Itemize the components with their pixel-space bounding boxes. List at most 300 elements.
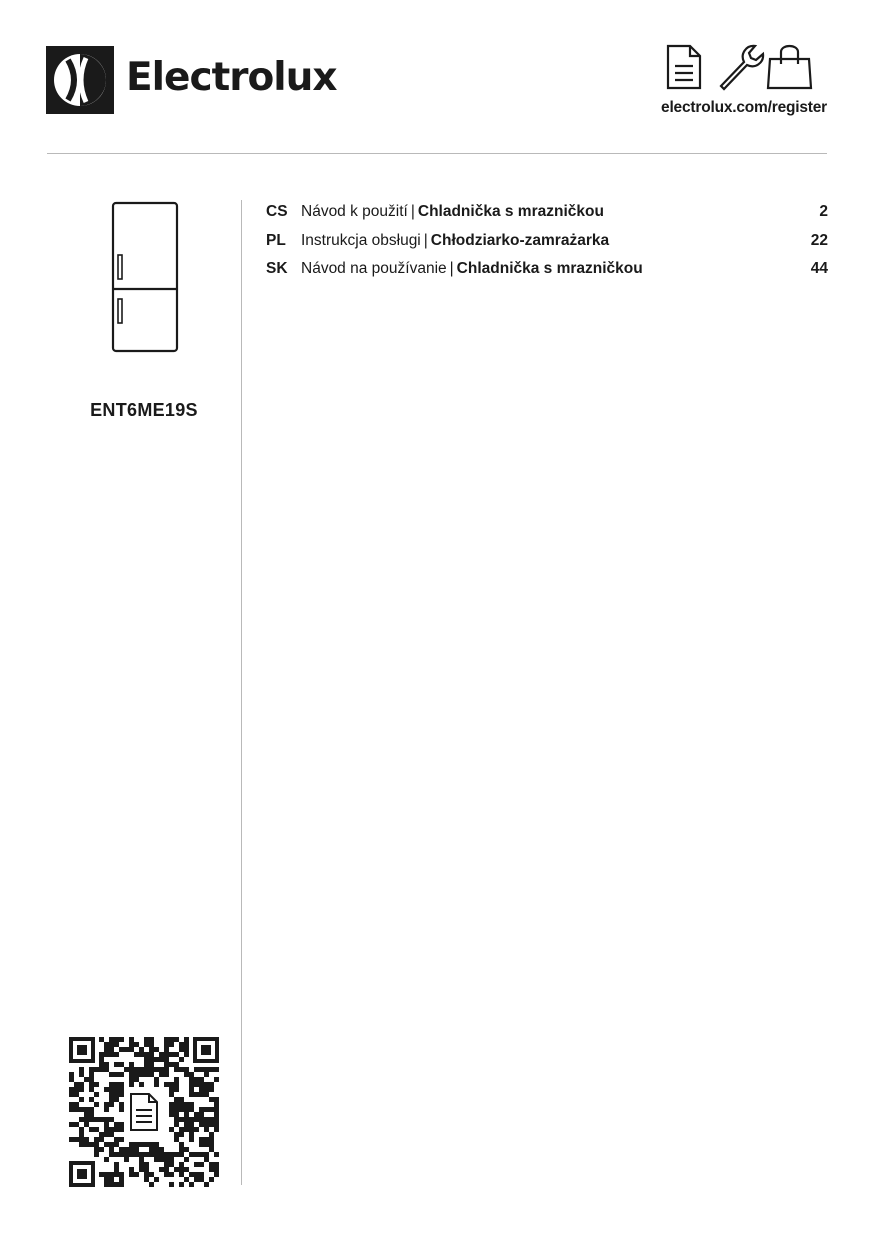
qr-module: [104, 1132, 109, 1137]
qr-module: [154, 1067, 159, 1072]
qr-module: [209, 1177, 214, 1182]
qr-module: [159, 1167, 164, 1172]
qr-module: [174, 1082, 179, 1087]
qr-module: [129, 1147, 134, 1152]
qr-module: [109, 1072, 114, 1077]
qr-module: [94, 1127, 99, 1132]
qr-module: [179, 1152, 184, 1157]
qr-module: [129, 1172, 134, 1177]
qr-module: [184, 1102, 189, 1107]
register-url[interactable]: electrolux.com/register: [661, 99, 827, 116]
qr-module: [69, 1102, 74, 1107]
qr-module: [119, 1102, 124, 1107]
qr-module: [99, 1137, 104, 1142]
qr-module: [99, 1037, 104, 1042]
qr-module: [79, 1072, 84, 1077]
qr-code-icon[interactable]: [69, 1037, 219, 1187]
qr-module: [209, 1097, 214, 1102]
qr-module: [179, 1167, 184, 1172]
qr-module: [154, 1057, 159, 1062]
qr-module: [179, 1057, 184, 1062]
manual-title: Instrukcja obsługi: [301, 231, 421, 249]
qr-module: [119, 1092, 124, 1097]
qr-module: [199, 1067, 204, 1072]
qr-module: [199, 1082, 204, 1087]
qr-module: [99, 1117, 104, 1122]
qr-module: [84, 1107, 89, 1112]
qr-module: [204, 1127, 209, 1132]
qr-module: [79, 1142, 84, 1147]
qr-module: [184, 1107, 189, 1112]
qr-module: [204, 1092, 209, 1097]
qr-module: [194, 1112, 199, 1117]
qr-module: [69, 1077, 74, 1082]
qr-module: [179, 1107, 184, 1112]
qr-module: [214, 1167, 219, 1172]
qr-module: [129, 1077, 134, 1082]
qr-module: [104, 1107, 109, 1112]
qr-module: [209, 1087, 214, 1092]
qr-module: [104, 1102, 109, 1107]
qr-module: [159, 1157, 164, 1162]
qr-module: [144, 1162, 149, 1167]
qr-module: [79, 1132, 84, 1137]
qr-module: [104, 1157, 109, 1162]
qr-module: [199, 1087, 204, 1092]
toc-row[interactable]: [266, 232, 828, 261]
qr-module: [209, 1082, 214, 1087]
qr-module: [84, 1122, 89, 1127]
qr-module: [149, 1152, 154, 1157]
finder-pattern-top-right: [193, 1037, 219, 1063]
qr-module: [129, 1082, 134, 1087]
qr-module: [114, 1062, 119, 1067]
qr-module: [199, 1117, 204, 1122]
qr-module: [104, 1052, 109, 1057]
qr-module: [169, 1107, 174, 1112]
qr-module: [169, 1037, 174, 1042]
qr-module: [149, 1072, 154, 1077]
qr-module: [209, 1122, 214, 1127]
qr-module: [189, 1137, 194, 1142]
qr-module: [74, 1092, 79, 1097]
qr-module: [74, 1082, 79, 1087]
qr-module: [204, 1142, 209, 1147]
qr-module: [119, 1152, 124, 1157]
qr-module: [94, 1092, 99, 1097]
qr-module: [124, 1157, 129, 1162]
qr-module: [199, 1142, 204, 1147]
qr-module: [139, 1047, 144, 1052]
qr-module: [204, 1107, 209, 1112]
qr-module: [164, 1157, 169, 1162]
qr-module: [84, 1112, 89, 1117]
title-separator: |: [449, 260, 454, 277]
qr-module: [169, 1152, 174, 1157]
qr-module: [79, 1067, 84, 1072]
qr-module: [109, 1182, 114, 1187]
qr-module: [214, 1102, 219, 1107]
title-separator: |: [410, 203, 415, 220]
product-type: Chladnička s mrazničkou: [456, 260, 643, 277]
qr-module: [109, 1117, 114, 1122]
qr-module: [139, 1167, 144, 1172]
qr-module: [129, 1062, 134, 1067]
qr-module: [214, 1097, 219, 1102]
qr-module: [74, 1137, 79, 1142]
product-type: Chladnička s mrazničkou: [417, 203, 604, 220]
qr-module: [114, 1097, 119, 1102]
header-divider: [47, 153, 827, 154]
qr-module: [164, 1042, 169, 1047]
qr-module: [199, 1107, 204, 1112]
qr-module: [134, 1077, 139, 1082]
qr-module: [169, 1062, 174, 1067]
qr-module: [104, 1177, 109, 1182]
qr-module: [84, 1137, 89, 1142]
qr-module: [114, 1162, 119, 1167]
title-separator: |: [423, 231, 428, 249]
qr-module: [169, 1127, 174, 1132]
qr-module: [109, 1147, 114, 1152]
qr-module: [99, 1172, 104, 1177]
qr-module: [204, 1067, 209, 1072]
document-icon: [668, 46, 700, 88]
qr-module: [184, 1147, 189, 1152]
qr-module: [84, 1142, 89, 1147]
qr-module: [179, 1162, 184, 1167]
qr-module: [109, 1052, 114, 1057]
qr-module: [149, 1047, 154, 1052]
qr-module: [89, 1097, 94, 1102]
qr-module: [174, 1117, 179, 1122]
finder-pattern-bottom-left: [69, 1161, 95, 1187]
qr-module: [94, 1152, 99, 1157]
qr-module: [159, 1052, 164, 1057]
qr-module: [169, 1052, 174, 1057]
qr-module: [184, 1052, 189, 1057]
qr-module: [109, 1127, 114, 1132]
qr-module: [109, 1082, 114, 1087]
qr-module: [199, 1172, 204, 1177]
qr-module: [99, 1062, 104, 1067]
qr-module: [164, 1037, 169, 1042]
qr-module: [164, 1082, 169, 1087]
qr-module: [179, 1127, 184, 1132]
qr-module: [79, 1137, 84, 1142]
table-of-contents: [266, 203, 828, 289]
fridge-freezer-icon: [110, 201, 180, 353]
qr-module: [179, 1132, 184, 1137]
qr-module: [169, 1182, 174, 1187]
qr-module: [189, 1077, 194, 1082]
qr-module: [164, 1062, 169, 1067]
qr-module: [149, 1037, 154, 1042]
qr-module: [144, 1057, 149, 1062]
qr-module: [144, 1152, 149, 1157]
model-number: ENT6ME19S: [90, 400, 198, 420]
qr-module: [144, 1052, 149, 1057]
qr-module: [184, 1042, 189, 1047]
qr-module: [99, 1067, 104, 1072]
qr-module: [189, 1152, 194, 1157]
qr-module: [204, 1137, 209, 1142]
qr-module: [114, 1052, 119, 1057]
qr-module: [209, 1147, 214, 1152]
qr-module: [194, 1127, 199, 1132]
qr-module: [114, 1142, 119, 1147]
qr-module: [199, 1137, 204, 1142]
qr-module: [114, 1037, 119, 1042]
qr-module: [84, 1077, 89, 1082]
shopping-bag-icon: [768, 46, 811, 88]
qr-module: [184, 1177, 189, 1182]
qr-module: [114, 1167, 119, 1172]
qr-module: [114, 1087, 119, 1092]
qr-module: [159, 1072, 164, 1077]
qr-module: [189, 1072, 194, 1077]
qr-module: [149, 1172, 154, 1177]
qr-module: [184, 1117, 189, 1122]
qr-module: [214, 1107, 219, 1112]
qr-module: [79, 1087, 84, 1092]
qr-module: [114, 1137, 119, 1142]
qr-module: [144, 1072, 149, 1077]
qr-module: [159, 1152, 164, 1157]
qr-module: [129, 1152, 134, 1157]
qr-module: [164, 1072, 169, 1077]
qr-module: [109, 1042, 114, 1047]
qr-module: [149, 1142, 154, 1147]
qr-module: [174, 1132, 179, 1137]
qr-module: [94, 1117, 99, 1122]
qr-module: [179, 1097, 184, 1102]
qr-module: [104, 1172, 109, 1177]
toc-title: [301, 232, 788, 250]
qr-module: [104, 1042, 109, 1047]
qr-module: [124, 1067, 129, 1072]
qr-module: [104, 1067, 109, 1072]
qr-module: [119, 1122, 124, 1127]
qr-module: [174, 1077, 179, 1082]
qr-module: [204, 1182, 209, 1187]
qr-module: [204, 1152, 209, 1157]
qr-module: [179, 1102, 184, 1107]
qr-module: [114, 1172, 119, 1177]
qr-module: [109, 1037, 114, 1042]
qr-module: [79, 1107, 84, 1112]
qr-module: [179, 1042, 184, 1047]
qr-module: [94, 1147, 99, 1152]
qr-module: [134, 1147, 139, 1152]
qr-module: [69, 1087, 74, 1092]
qr-module: [109, 1047, 114, 1052]
qr-module: [79, 1127, 84, 1132]
qr-module: [164, 1162, 169, 1167]
qr-module: [174, 1152, 179, 1157]
qr-module: [119, 1137, 124, 1142]
qr-module: [149, 1052, 154, 1057]
qr-module: [129, 1167, 134, 1172]
qr-module: [104, 1087, 109, 1092]
qr-module: [119, 1172, 124, 1177]
qr-module: [79, 1082, 84, 1087]
qr-module: [209, 1142, 214, 1147]
qr-module: [89, 1117, 94, 1122]
qr-module: [134, 1142, 139, 1147]
qr-module: [94, 1067, 99, 1072]
qr-module: [209, 1117, 214, 1122]
qr-module: [104, 1047, 109, 1052]
toc-title: [301, 203, 788, 221]
qr-module: [159, 1067, 164, 1072]
qr-module: [194, 1082, 199, 1087]
qr-module: [194, 1067, 199, 1072]
manual-title: Návod na používanie: [301, 260, 447, 277]
qr-module: [124, 1152, 129, 1157]
qr-module: [169, 1082, 174, 1087]
qr-module: [164, 1172, 169, 1177]
qr-module: [119, 1087, 124, 1092]
qr-module: [119, 1062, 124, 1067]
page-number: 2: [819, 203, 828, 220]
qr-module: [179, 1172, 184, 1177]
qr-module: [184, 1167, 189, 1172]
qr-module: [179, 1142, 184, 1147]
qr-module: [114, 1122, 119, 1127]
qr-module: [89, 1142, 94, 1147]
qr-module: [74, 1122, 79, 1127]
qr-module: [199, 1077, 204, 1082]
qr-module: [144, 1172, 149, 1177]
qr-module: [179, 1067, 184, 1072]
qr-module: [144, 1037, 149, 1042]
qr-module: [189, 1132, 194, 1137]
qr-module: [129, 1067, 134, 1072]
qr-module: [114, 1072, 119, 1077]
qr-module: [94, 1142, 99, 1147]
qr-module: [194, 1172, 199, 1177]
qr-module: [109, 1087, 114, 1092]
qr-module: [139, 1052, 144, 1057]
qr-module: [204, 1082, 209, 1087]
qr-module: [144, 1062, 149, 1067]
qr-module: [174, 1102, 179, 1107]
qr-module: [109, 1097, 114, 1102]
qr-module: [164, 1052, 169, 1057]
qr-module: [119, 1037, 124, 1042]
qr-module: [89, 1072, 94, 1077]
qr-module: [174, 1097, 179, 1102]
qr-module: [149, 1057, 154, 1062]
qr-module: [174, 1052, 179, 1057]
qr-module: [154, 1157, 159, 1162]
qr-module: [129, 1072, 134, 1077]
header-icons: [664, 42, 814, 92]
qr-module: [149, 1147, 154, 1152]
qr-module: [89, 1112, 94, 1117]
qr-module: [119, 1107, 124, 1112]
qr-module: [94, 1082, 99, 1087]
language-code: PL: [266, 231, 286, 249]
qr-module: [214, 1077, 219, 1082]
qr-module: [189, 1117, 194, 1122]
qr-module: [169, 1172, 174, 1177]
qr-module: [164, 1167, 169, 1172]
qr-module: [159, 1057, 164, 1062]
qr-module: [194, 1077, 199, 1082]
qr-module: [174, 1087, 179, 1092]
qr-module: [74, 1087, 79, 1092]
qr-module: [194, 1177, 199, 1182]
manual-title: Návod k použití: [301, 203, 408, 220]
qr-module: [139, 1157, 144, 1162]
qr-module: [199, 1112, 204, 1117]
qr-module: [189, 1122, 194, 1127]
qr-module: [174, 1137, 179, 1142]
qr-module: [89, 1082, 94, 1087]
qr-module: [169, 1162, 174, 1167]
qr-module: [134, 1152, 139, 1157]
qr-module: [214, 1162, 219, 1167]
qr-module: [129, 1047, 134, 1052]
qr-module: [164, 1067, 169, 1072]
qr-module: [214, 1127, 219, 1132]
qr-module: [144, 1167, 149, 1172]
electrolux-logo-icon: [46, 46, 114, 114]
qr-module: [189, 1127, 194, 1132]
qr-module: [154, 1077, 159, 1082]
qr-module: [189, 1092, 194, 1097]
qr-module: [184, 1122, 189, 1127]
qr-module: [129, 1142, 134, 1147]
qr-module: [174, 1122, 179, 1127]
qr-module: [154, 1147, 159, 1152]
toc-row[interactable]: [266, 203, 828, 232]
product-type: Chłodziarko-zamrażarka: [430, 231, 610, 249]
qr-module: [114, 1082, 119, 1087]
column-divider: [241, 200, 242, 1185]
qr-module: [99, 1057, 104, 1062]
qr-module: [209, 1137, 214, 1142]
qr-module: [114, 1127, 119, 1132]
qr-module: [89, 1087, 94, 1092]
qr-module: [214, 1152, 219, 1157]
wrench-icon: [721, 46, 763, 89]
qr-module: [109, 1132, 114, 1137]
qr-module: [149, 1182, 154, 1187]
qr-module: [69, 1092, 74, 1097]
qr-module: [184, 1127, 189, 1132]
qr-module: [179, 1182, 184, 1187]
qr-module: [69, 1122, 74, 1127]
qr-module: [199, 1177, 204, 1182]
qr-module: [169, 1112, 174, 1117]
qr-module: [104, 1182, 109, 1187]
toc-row[interactable]: [266, 260, 828, 289]
qr-module: [99, 1132, 104, 1137]
qr-module: [169, 1087, 174, 1092]
qr-module: [89, 1127, 94, 1132]
qr-module: [169, 1157, 174, 1162]
qr-module: [139, 1142, 144, 1147]
qr-module: [209, 1167, 214, 1172]
qr-module: [154, 1177, 159, 1182]
qr-module: [139, 1072, 144, 1077]
qr-module: [194, 1117, 199, 1122]
qr-module: [189, 1087, 194, 1092]
qr-module: [164, 1047, 169, 1052]
